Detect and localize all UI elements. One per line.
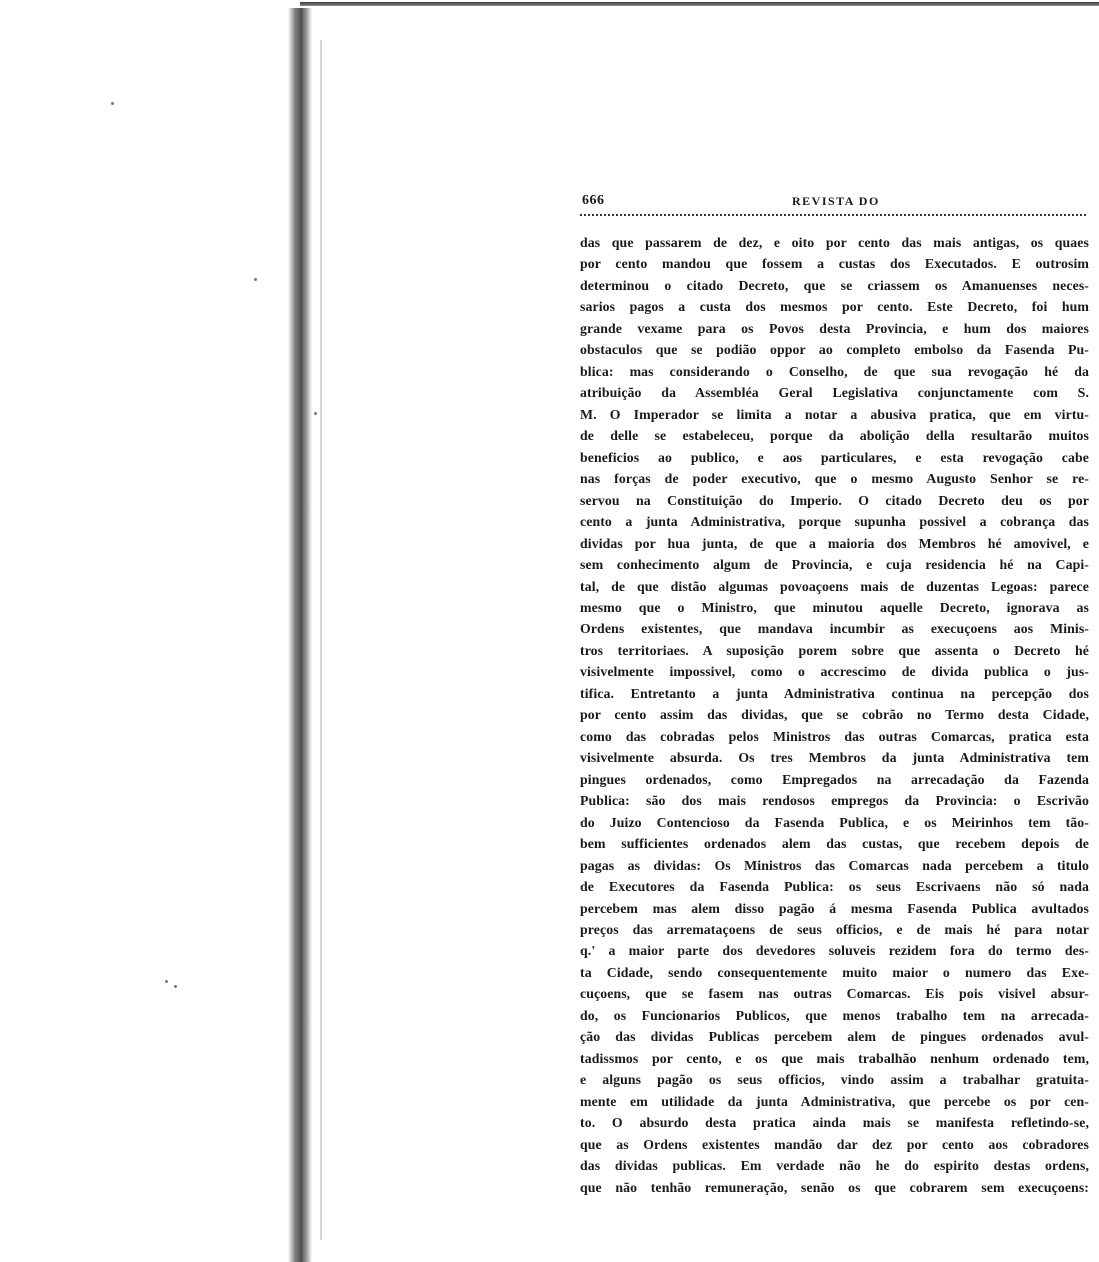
text-line: e alguns pagão os seus officios, vindo assim a trabalhar gratuita- [580, 1072, 1089, 1088]
text-line: dividas por hua junta, de que a maioria dos Membros hé amovivel, e [580, 535, 1089, 551]
text-line: ção das dividas Publicas percebem alem de pingues ordenados avul- [580, 1029, 1089, 1045]
text-line: percebem mas alem disso pagão á mesma Fasenda Publica avultados [580, 900, 1089, 916]
text-line: por cento assim das dividas, que se cobrão no Termo desta Cidade, [580, 707, 1089, 723]
text-line: do, os Funcionarios Publicos, que menos trabalho tem na arrecada- [580, 1007, 1089, 1023]
text-line: obstaculos que se podião oppor ao completo embolso da Fasenda Pu- [580, 342, 1089, 358]
text-line: tros territoriaes. A suposição porem sobre que assenta o Decreto hé [580, 642, 1089, 658]
text-line: visivelmente impossivel, como o accrescimo de divida publica o jus- [580, 664, 1089, 680]
page-number: 666 [582, 193, 605, 208]
text-line: to. O absurdo desta pratica ainda mais se manifesta refletindo-se, [580, 1115, 1089, 1131]
scan-speck [174, 985, 177, 988]
text-line: q.' a maior parte dos devedores soluveis rezidem fora do termo des- [580, 943, 1089, 959]
text-line: blica: mas considerando o Conselho, de que sua revogação hé da [580, 363, 1089, 379]
text-line: tadissmos por cento, e os que mais trabalhão nenhum ordenado tem, [580, 1050, 1089, 1066]
text-line: tal, de que distão algumas povoaçoens mais de duzentas Legoas: parece [580, 578, 1089, 594]
text-line: Ordens existentes, que mandava incumbir as execuçoens aos Minis- [580, 621, 1089, 637]
text-line: sarios pagos a custa dos mesmos por cento. Este Decreto, foi hum [580, 299, 1089, 315]
text-line: preços das arremataçoens de seus officios, e de mais hé para notar [580, 922, 1089, 937]
text-line: que as Ordens existentes mandão dar dez por cento aos cobradores [580, 1136, 1089, 1152]
text-line: de delle se estabeleceu, porque da abolição della resultarão muitos [580, 428, 1089, 444]
text-line: pagas as dividas: Os Ministros das Comarcas nada percebem a titulo [580, 857, 1089, 873]
book-binding-gutter [288, 8, 312, 1262]
body-text [580, 232, 1089, 1195]
text-line: servou na Constituição do Imperio. O citado Decreto deu os por [580, 492, 1089, 508]
text-line: M. O Imperador se limita a notar a abusiva pratica, que em virtu- [580, 406, 1089, 422]
text-line: cuçoens, que se fasem nas outras Comarcas. Eis pois visivel absur- [580, 986, 1089, 1002]
text-line: ta Cidade, sendo consequentemente muito maior o numero das Exe- [580, 964, 1089, 980]
text-line: Publica: são dos mais rendosos empregos da Provincia: o Escrivão [580, 793, 1089, 809]
text-line: beneficios ao publico, e aos particulares, e esta revogação cabe [580, 449, 1089, 465]
page-edge-shadow [320, 40, 322, 1240]
scan-speck [111, 102, 114, 105]
text-line: que não tenhão remuneração, senão os que cobrarem sem execuçoens: [580, 1179, 1089, 1195]
text-line: pingues ordenados, como Empregados na arrecadação da Fazenda [580, 771, 1089, 787]
text-line: mesmo que o Ministro, que minutou aquelle Decreto, ignorava as [580, 599, 1089, 615]
scan-speck [165, 980, 168, 983]
text-line: tifica. Entretanto a junta Administrativa continua na percepção dos [580, 685, 1089, 701]
text-line: sem conhecimento algum de Provincia, e cuja residencia hé na Capi- [580, 557, 1089, 573]
text-line: do Juizo Contencioso da Fasenda Publica, e os Meirinhos tem tão- [580, 814, 1089, 830]
scan-speck [314, 412, 317, 415]
text-line: de Executores da Fasenda Publica: os seus Escrivaens não só nada [580, 879, 1089, 895]
text-line: cento a junta Administrativa, porque supunha possivel a cobrança das [580, 514, 1089, 530]
text-line: atribuição da Assembléa Geral Legislativa conjunctamente com S. [580, 385, 1089, 401]
scan-top-edge [300, 2, 1099, 6]
text-line: por cento mandou que fossem a custas dos Executados. E outrosim [580, 256, 1089, 272]
text-line: das que passarem de dez, e oito por cento das mais antigas, os quaes [580, 235, 1089, 250]
scan-speck [254, 278, 257, 281]
text-line: determinou o citado Decreto, que se criassem os Amanuenses neces- [580, 277, 1089, 293]
text-line: nas forças de poder executivo, que o mesmo Augusto Senhor se re- [580, 471, 1089, 487]
text-line: visivelmente absurda. Os tres Membros da junta Administrativa tem [580, 750, 1089, 766]
header-rule [580, 214, 1086, 216]
text-line: grande vexame para os Povos desta Provincia, e hum dos maiores [580, 320, 1089, 336]
text-line: mente em utilidade da junta Administrativa, que percebe os por cen- [580, 1093, 1089, 1109]
text-line: como das cobradas pelos Ministros das outras Comarcas, pratica esta [580, 728, 1089, 744]
running-head: REVISTA DO [792, 194, 880, 208]
text-line: bem sufficientes ordenados alem das custas, que recebem depois de [580, 836, 1089, 852]
text-line: das dividas publicas. Em verdade não he do espirito destas ordens, [580, 1158, 1089, 1174]
